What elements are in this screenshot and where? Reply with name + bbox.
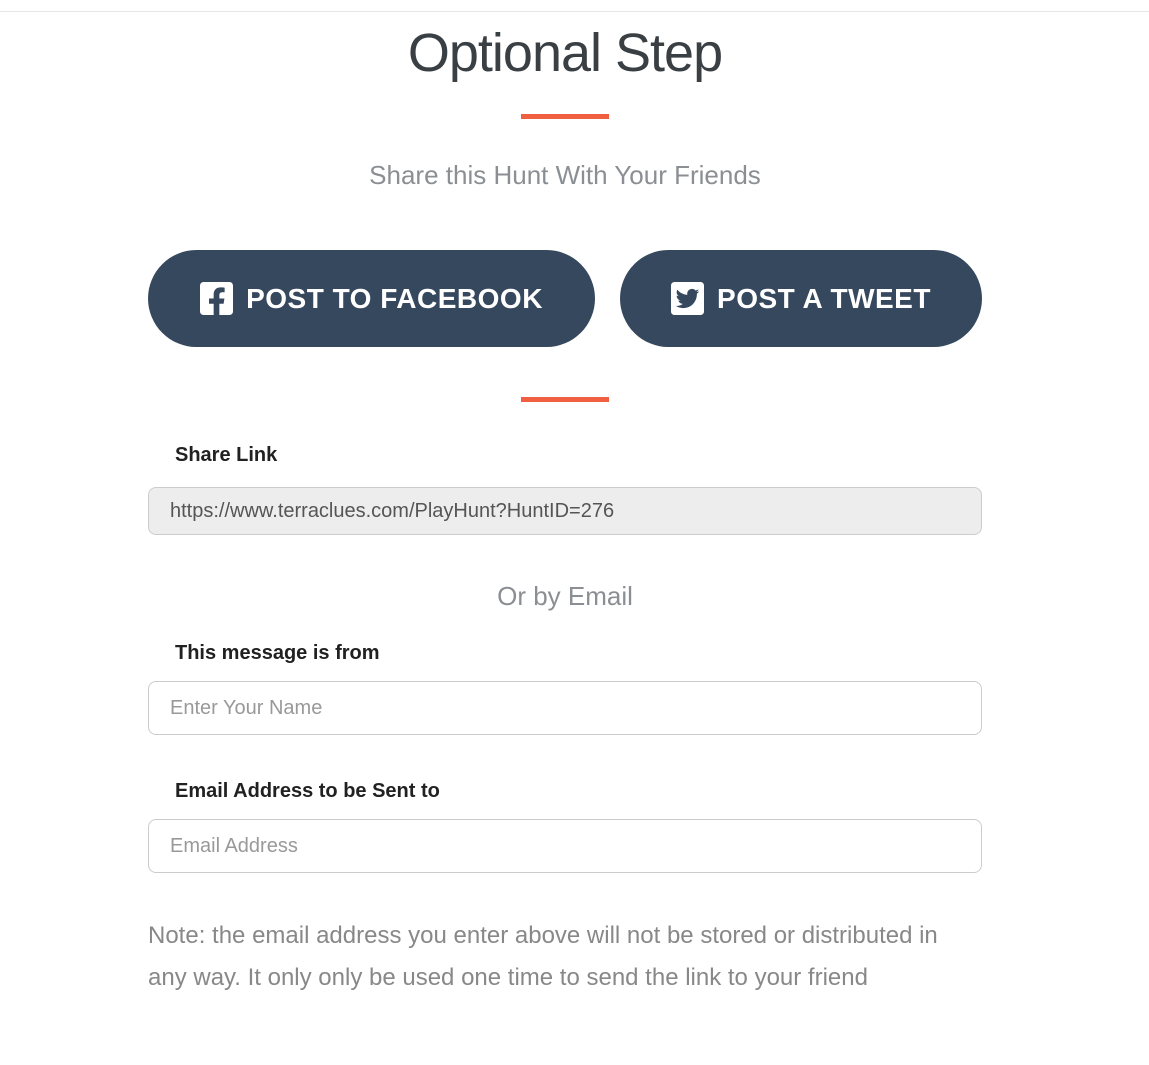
post-to-facebook-label: POST TO FACEBOOK — [246, 282, 543, 314]
share-panel — [148, 24, 982, 999]
post-a-tweet-label: POST A TWEET — [717, 282, 931, 314]
privacy-note: Note: the email address you enter above will not be stored or distributed in any way. It only only be used one time to send the link to your friend — [148, 922, 938, 992]
share-subtitle: Share this Hunt With Your Friends — [369, 160, 761, 191]
email-address-label: Email Address to be Sent to — [175, 780, 440, 803]
social-buttons-row — [148, 250, 982, 347]
twitter-square-icon — [671, 282, 704, 315]
accent-divider-top — [521, 114, 609, 119]
post-a-tweet-button[interactable] — [620, 250, 982, 347]
sender-name-field[interactable] — [148, 681, 982, 735]
accent-divider-middle — [521, 397, 609, 402]
share-link-input[interactable] — [148, 487, 982, 535]
message-from-label: This message is from — [175, 642, 380, 665]
page-title: Optional Step — [407, 23, 723, 83]
recipient-email-field[interactable] — [148, 819, 982, 873]
share-link-label: Share Link — [175, 444, 278, 467]
facebook-square-icon — [200, 282, 233, 315]
post-to-facebook-button[interactable] — [148, 250, 595, 347]
or-by-email-heading: Or by Email — [497, 581, 633, 612]
top-divider — [0, 11, 1149, 12]
